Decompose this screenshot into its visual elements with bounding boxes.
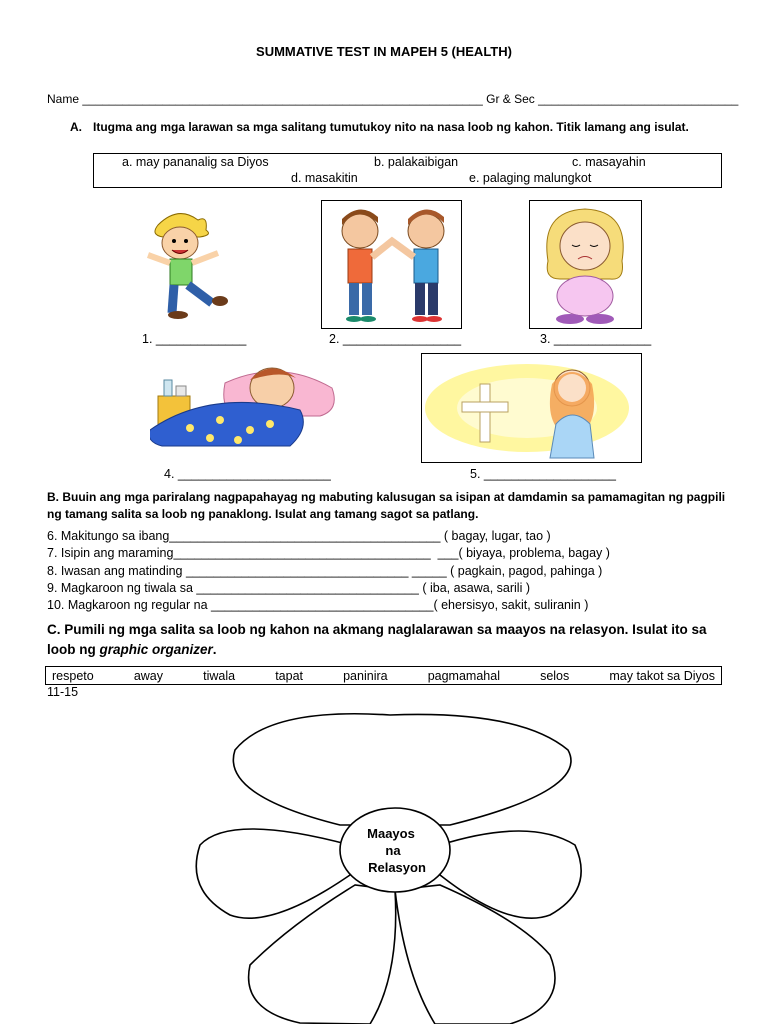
section-a-letter: A. [70, 120, 82, 134]
question-7[interactable]: 7. Isipin ang maraming_____________________________________ ___( biyaya, problema, bagay ) [47, 546, 610, 560]
choice-a: a. may pananalig sa Diyos [122, 155, 269, 169]
blank-3[interactable]: 3. ______________ [540, 332, 652, 346]
choice-b: b. palakaibigan [374, 155, 459, 169]
word-pagmamahal: pagmamahal [427, 668, 500, 683]
friendly-boys-illustration [321, 200, 462, 329]
center-line-1: Maayos [367, 826, 415, 841]
flower-graphic-organizer [190, 705, 590, 1024]
blank-4[interactable]: 4. ______________________ [164, 467, 331, 481]
center-line-3: Relasyon [368, 860, 426, 875]
section-c-instruction-text: C. Pumili ng mga salita sa loob ng kahon na akmang naglalarawan sa maayos na relasyon. Isulat ito sa loob ng [47, 622, 707, 657]
section-c-instruction-end: . [212, 642, 217, 657]
cheerful-boy-illustration [138, 205, 238, 325]
choice-e: e. palaging malungkot [469, 171, 592, 185]
word-bank-box [45, 666, 722, 685]
choice-c: c. masayahin [572, 155, 646, 169]
section-c-instruction [47, 620, 727, 660]
word-tapat: tapat [275, 668, 303, 683]
name-grade-section-line: Name ____________________________________________________________ Gr & Sec ______________________________ [47, 92, 739, 106]
blank-5[interactable]: 5. ___________________ [470, 467, 616, 481]
section-b-instruction: B. Buuin ang mga pariralang nagpapahayag ng mabuting kalusugan sa isipan at damdamin sa pamamagitan ng pagpili ng tamang salita sa loob ng panaklong. Isulat ang tamang sagot sa patlang. [47, 490, 726, 521]
blank-1[interactable]: 1. _____________ [142, 332, 247, 346]
word-may-takot-sa-diyos: may takot sa Diyos [609, 668, 715, 683]
word-paninira: paninira [343, 668, 388, 683]
section-c-instruction-italic: graphic organizer [99, 642, 213, 657]
choice-d: d. masakitin [291, 171, 358, 185]
center-line-2: na [385, 843, 401, 858]
question-6[interactable]: 6. Makitungo sa ibang_______________________________________ ( bagay, lugar, tao ) [47, 529, 551, 543]
items-range-label: 11-15 [47, 685, 79, 699]
blank-2[interactable]: 2. _________________ [329, 332, 462, 346]
sad-girl-illustration [529, 200, 642, 329]
page-title: SUMMATIVE TEST IN MAPEH 5 (HEALTH) [256, 44, 512, 59]
praying-girl-with-cross-illustration [421, 353, 642, 463]
word-away: away [133, 668, 163, 683]
word-selos: selos [540, 668, 570, 683]
word-respeto: respeto [52, 668, 94, 683]
question-9[interactable]: 9. Magkaroon ng tiwala sa ________________________________ ( iba, asawa, sarili ) [47, 581, 530, 595]
question-8[interactable]: 8. Iwasan ang matinding ________________________________ _____ ( pagkain, pagod, pahinga ) [47, 564, 603, 578]
flower-center-label [340, 825, 450, 876]
choices-box [93, 153, 722, 188]
sick-child-in-bed-illustration [150, 358, 340, 453]
word-tiwala: tiwala [203, 668, 236, 683]
section-a-instruction: Itugma ang mga larawan sa mga salitang tumutukoy nito na nasa loob ng kahon. Titik lamang ang isulat. [93, 120, 689, 134]
question-10[interactable]: 10. Magkaroon ng regular na ________________________________( ehersisyo, sakit, suliranin ) [47, 598, 589, 612]
